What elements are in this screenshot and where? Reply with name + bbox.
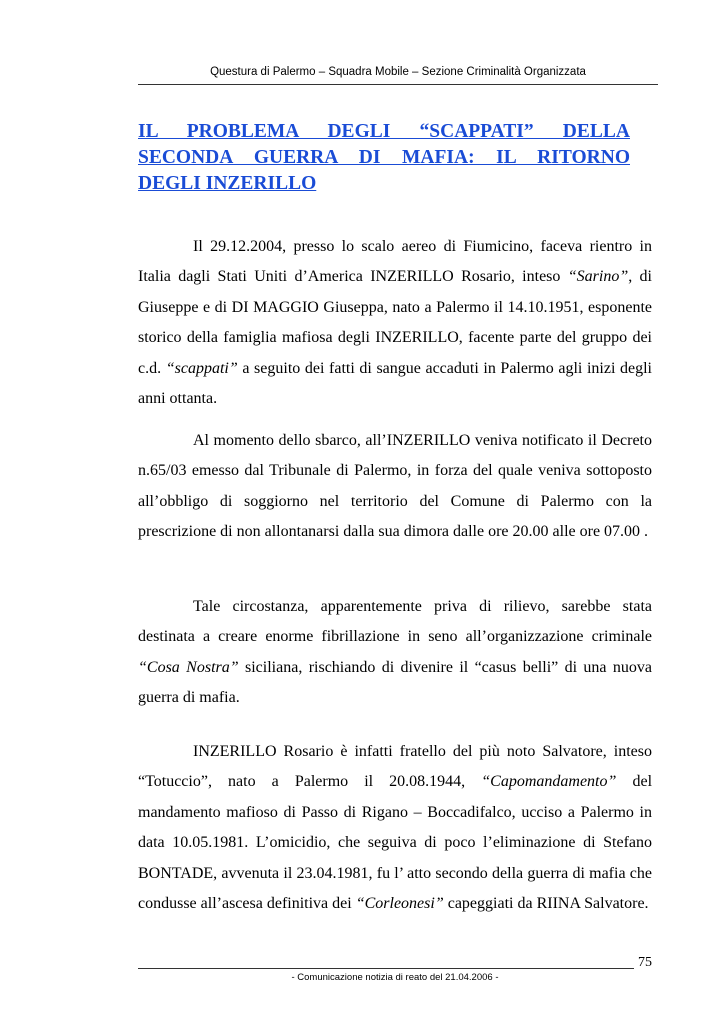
paragraph-1-text-e: a seguito dei fatti di sangue accaduti in Palermo agli inizi degli anni ottanta.	[138, 359, 652, 408]
paragraph-1	[138, 232, 652, 414]
paragraph-1-text-c: , di Giuseppe e di DI MAGGIO Giuseppa, nato a Palermo il 14.10.1951, esponente storico della famiglia mafiosa degli INZERILLO, facente parte del gruppo dei c.d.	[138, 268, 653, 377]
paragraph-4-italic-corleonesi: “Corleonesi”	[355, 895, 444, 913]
header-divider	[138, 84, 658, 85]
paragraph-3-text-a: Tale circostanza, apparentemente priva di rilievo, sarebbe stata destinata a creare enorme fibrillazione in seno all’organizzazione criminale	[138, 598, 652, 646]
paragraph-4	[138, 737, 652, 919]
paragraph-1-italic-scappati: “scappati”	[165, 359, 238, 377]
paragraph-2	[138, 426, 652, 548]
paragraph-3-italic-cosa-nostra: “Cosa Nostra”	[138, 658, 239, 676]
paragraph-3-text-c: siciliana, rischiando di divenire il “casus belli” di una nuova guerra di mafia.	[138, 658, 652, 707]
page-footer: - Comunicazione notizia di reato del 21.04.2006 -	[291, 972, 499, 983]
paragraph-3	[138, 592, 652, 714]
document-title	[138, 119, 630, 197]
title-line-3: DEGLI INZERILLO	[138, 173, 317, 194]
page-header: Questura di Palermo – Squadra Mobile – Sezione Criminalità Organizzata	[210, 66, 586, 78]
paragraph-4-text-e: capeggiati da RIINA Salvatore.	[443, 895, 649, 913]
paragraph-4-text-a: INZERILLO Rosario è infatti fratello del più noto Salvatore, inteso “Totuccio”, nato a Palermo il 20.08.1944,	[138, 743, 652, 791]
page-number: 75	[638, 955, 652, 970]
paragraph-4-text-c: del mandamento mafioso di Passo di Rigano – Boccadifalco, ucciso a Palermo in data 10.05.1981. L’omicidio, che seguiva di poco l’eliminazione di Stefano BONTADE, avvenuta il 23.04.1981, fu l’ atto secondo della guerra di mafia che condusse all’ascesa definitiva dei	[138, 773, 653, 913]
title-line-1: IL PROBLEMA DEGLI “SCAPPATI” DELLA	[138, 121, 630, 142]
footer-divider	[138, 968, 634, 969]
paragraph-4-italic-capomandamento: “Capomandamento”	[481, 773, 617, 791]
paragraph-2-text: Al momento dello sbarco, all’INZERILLO veniva notificato il Decreto n.65/03 emesso dal Tribunale di Palermo, in forza del quale veniva sottoposto all’obbligo di soggiorno nel territorio del Comune di Palermo con la prescrizione di non allontanarsi dalla sua dimora dalle ore 20.00 alle ore 07.00 .	[138, 432, 652, 541]
paragraph-1-italic-sarino: “Sarino”	[567, 268, 629, 286]
paragraph-1-text-a: Il 29.12.2004, presso lo scalo aereo di Fiumicino, faceva rientro in Italia dagli Stati Uniti d’America INZERILLO Rosario, inteso	[138, 238, 652, 286]
title-line-2: SECONDA GUERRA DI MAFIA: IL RITORNO	[138, 147, 630, 168]
